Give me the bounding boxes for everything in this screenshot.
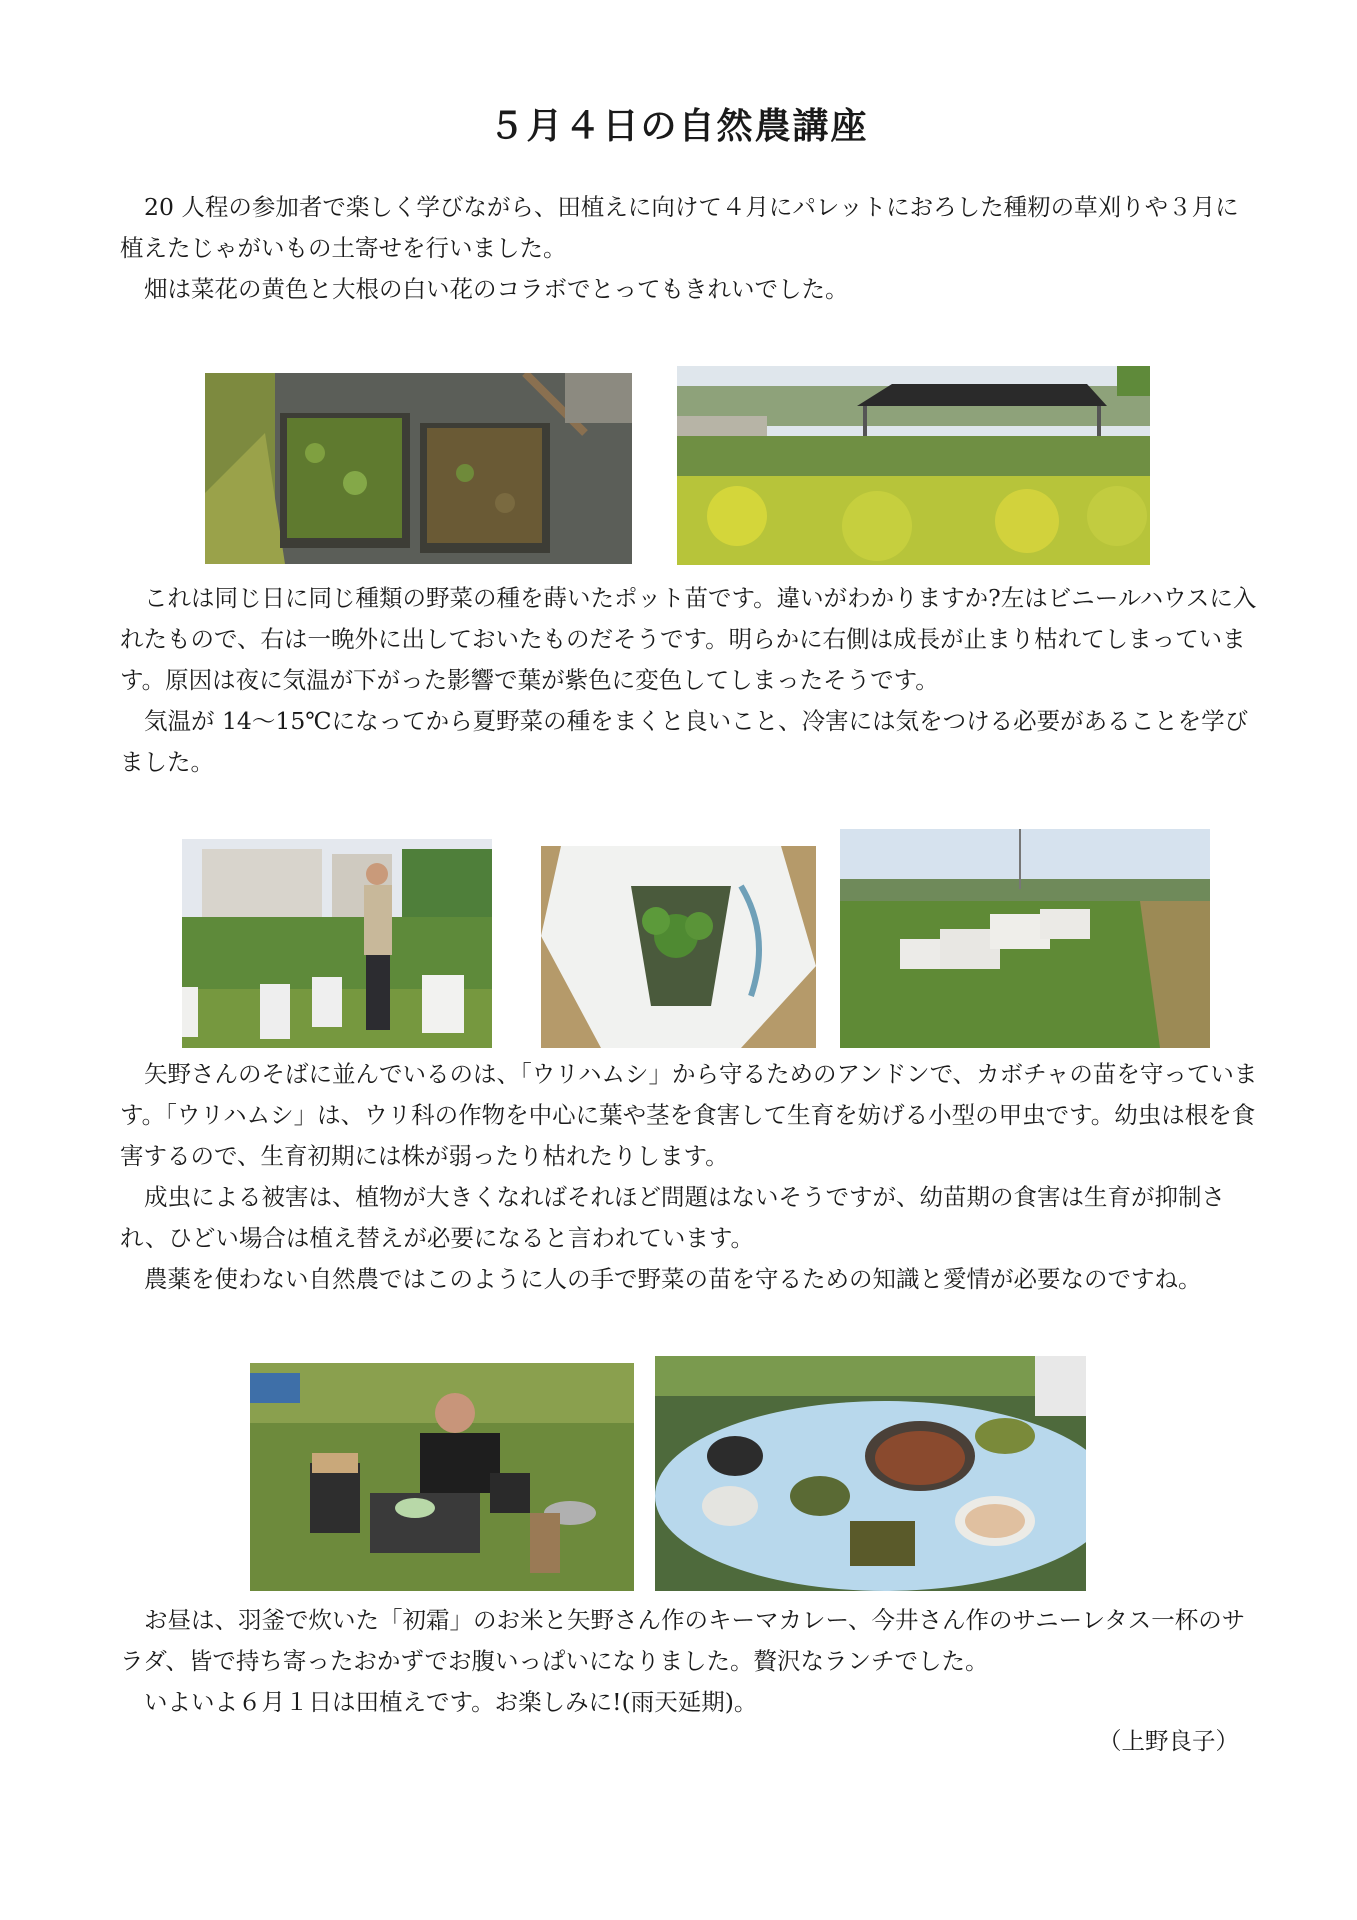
seedlings-text-1: これは同じ日に同じ種類の野菜の種を蒔いたポット苗です。違いがわかりますか?左はビニールハウスに入れたもので、右は一晩外に出しておいたものだそうです。明らかに右側は成長が止まり枯れてしまっています。原因は夜に気温が下がった影響で葉が紫色に変色してしまったそうです。 xyxy=(120,584,1257,694)
paragraph-seedlings xyxy=(120,578,1260,783)
intro-text-2: 畑は菜花の黄色と大根の白い花のコラボでとってもきれいでした。 xyxy=(144,275,849,303)
photo-field-tent xyxy=(677,366,1150,565)
paragraph-intro xyxy=(120,187,1260,310)
seedlings-text-2: 気温が 14～15℃になってから夏野菜の種をまくと良いこと、冷害には気をつける必要があることを学びました。 xyxy=(120,707,1249,776)
photo-lunch-table xyxy=(655,1356,1086,1591)
photo-cooking xyxy=(250,1363,634,1591)
author-name: （上野良子） xyxy=(1098,1727,1239,1755)
lunch-text-1: お昼は、羽釜で炊いた「初霜」のお米と矢野さん作のキーマカレー、今井さん作のサニーレタス一杯のサラダ、皆で持ち寄ったおかずでお腹いっぱいになりました。贅沢なランチでした。 xyxy=(120,1606,1246,1675)
photo-seedling-trays xyxy=(205,373,632,564)
photo-andon-row xyxy=(840,829,1210,1048)
lunch-text-2: いよいよ６月１日は田植えです。お楽しみに!(雨天延期)。 xyxy=(144,1688,758,1716)
photo-person-andon xyxy=(182,839,492,1048)
paragraph-lunch xyxy=(120,1600,1260,1723)
paragraph-urihamushi xyxy=(120,1054,1260,1300)
urihamushi-text-3: 農薬を使わない自然農ではこのように人の手で野菜の苗を守るための知識と愛情が必要なのですね。 xyxy=(144,1265,1202,1293)
page-title: ５月４日の自然農講座 xyxy=(488,105,869,147)
urihamushi-text-1: 矢野さんのそばに並んでいるのは、「ウリハムシ」から守るためのアンドンで、カボチャの苗を守っています。「ウリハムシ」は、ウリ科の作物を中心に葉や茎を食害して生育を妨げる小型の甲虫です。幼虫は根を食害するので、生育初期には株が弱ったり枯れたりします。 xyxy=(120,1060,1258,1170)
photo-andon-closeup xyxy=(541,846,816,1048)
urihamushi-text-2: 成虫による被害は、植物が大きくなればそれほど問題はないそうですが、幼苗期の食害は生育が抑制され、ひどい場合は植え替えが必要になると言われています。 xyxy=(120,1183,1225,1252)
intro-text-1: 20 人程の参加者で楽しく学びながら、田植えに向けて４月にパレットにおろした種籾の草刈りや３月に植えたじゃがいもの土寄せを行いました。 xyxy=(120,193,1239,262)
